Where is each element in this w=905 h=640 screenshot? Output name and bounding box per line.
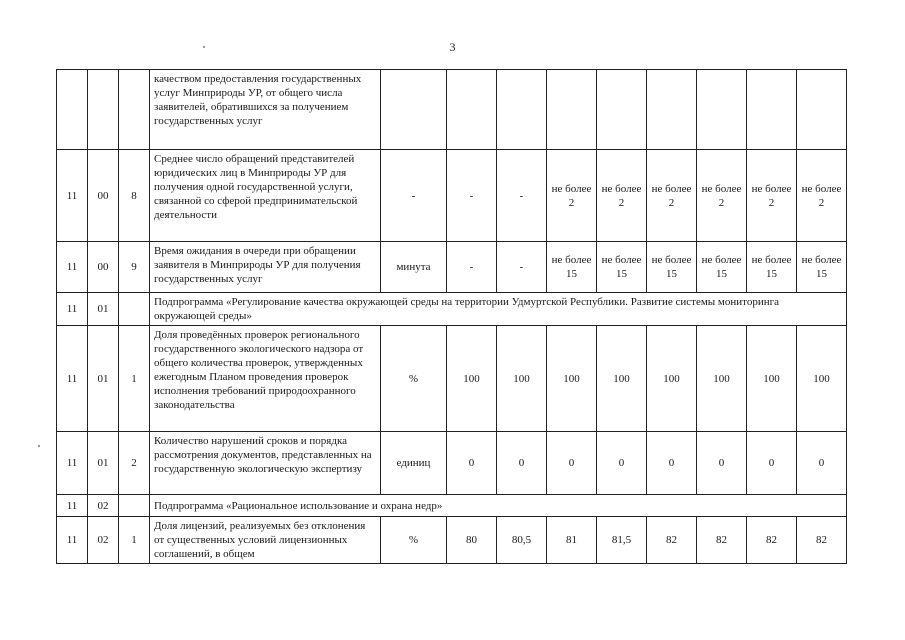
pp-code-cell (88, 70, 119, 150)
indicator-number-cell: 1 (119, 326, 150, 432)
year-value-cell: 100 (447, 326, 497, 432)
year-value-cell: 100 (647, 326, 697, 432)
indicator-description-cell: Среднее число обращений представителей юридических лиц в Минприроды УР для получения одной государственной услуги, связанной со сферой предпринимательской деятельности (150, 150, 381, 242)
year-value-cell: 0 (447, 432, 497, 495)
unit-cell: единиц (381, 432, 447, 495)
scan-speck (203, 46, 205, 48)
year-value-cell: - (447, 150, 497, 242)
year-value-cell: 81 (547, 517, 597, 564)
indicator-row (57, 242, 847, 293)
year-value-cell (747, 70, 797, 150)
indicator-description-cell: Доля проведённых проверок регионального государственного экологического надзора от общего количества проверок, утвержденных ежегодным Планом проведения проверок исполнения требований природоохранного законодательства (150, 326, 381, 432)
year-value-cell: 81,5 (597, 517, 647, 564)
year-value-cell: не более 2 (697, 150, 747, 242)
year-value-cell (797, 70, 847, 150)
year-value-cell: не более 2 (547, 150, 597, 242)
year-value-cell: не более 15 (647, 242, 697, 293)
year-value-cell: 82 (797, 517, 847, 564)
pp-code-cell: 00 (88, 150, 119, 242)
year-value-cell (547, 70, 597, 150)
gp-code-cell: 11 (57, 495, 88, 517)
page-number: 3 (449, 40, 456, 54)
gp-code-cell (57, 70, 88, 150)
year-value-cell: 82 (697, 517, 747, 564)
year-value-cell: не более 2 (797, 150, 847, 242)
unit-cell: минута (381, 242, 447, 293)
subprogram-row (57, 293, 847, 326)
year-value-cell: 100 (747, 326, 797, 432)
indicator-description-cell: Время ожидания в очереди при обращении заявителя в Минприроды УР для получения государственных услуг (150, 242, 381, 293)
indicator-description-cell: Доля лицензий, реализуемых без отклонения от существенных условий лицензионных соглашений, в общем (150, 517, 381, 564)
indicators-table (56, 69, 847, 564)
year-value-cell: не более 15 (747, 242, 797, 293)
year-value-cell: не более 2 (747, 150, 797, 242)
indicator-row (57, 70, 847, 150)
year-value-cell: 0 (697, 432, 747, 495)
unit-cell: - (381, 150, 447, 242)
year-value-cell: 0 (597, 432, 647, 495)
year-value-cell: - (447, 242, 497, 293)
pp-code-cell: 01 (88, 432, 119, 495)
subprogram-title-cell: Подпрограмма «Рациональное использование и охрана недр» (150, 495, 847, 517)
year-value-cell: 100 (547, 326, 597, 432)
year-value-cell: не более 2 (597, 150, 647, 242)
year-value-cell (597, 70, 647, 150)
year-value-cell: 80 (447, 517, 497, 564)
year-value-cell: не более 15 (597, 242, 647, 293)
year-value-cell: - (497, 242, 547, 293)
gp-code-cell: 11 (57, 517, 88, 564)
indicator-number-cell: 2 (119, 432, 150, 495)
indicator-number-cell (119, 70, 150, 150)
indicator-row (57, 517, 847, 564)
year-value-cell: 100 (597, 326, 647, 432)
year-value-cell: 100 (497, 326, 547, 432)
gp-code-cell: 11 (57, 150, 88, 242)
year-value-cell: 0 (547, 432, 597, 495)
pp-code-cell: 00 (88, 242, 119, 293)
scan-speck (38, 445, 40, 447)
year-value-cell: не более 15 (797, 242, 847, 293)
indicator-description-cell: качеством предоставления государственных услуг Минприроды УР, от общего числа заявителей, обратившихся за получением государственных услуг (150, 70, 381, 150)
unit-cell (381, 70, 447, 150)
year-value-cell (447, 70, 497, 150)
unit-cell: % (381, 517, 447, 564)
indicator-number-cell: 8 (119, 150, 150, 242)
indicator-description-cell: Количество нарушений сроков и порядка рассмотрения документов, представленных на государственную экологическую экспертизу (150, 432, 381, 495)
year-value-cell: не более 15 (547, 242, 597, 293)
year-value-cell (647, 70, 697, 150)
year-value-cell: не более 15 (697, 242, 747, 293)
year-value-cell (697, 70, 747, 150)
year-value-cell: 82 (647, 517, 697, 564)
indicator-number-cell: 9 (119, 242, 150, 293)
year-value-cell: 0 (797, 432, 847, 495)
gp-code-cell: 11 (57, 326, 88, 432)
year-value-cell: 0 (647, 432, 697, 495)
year-value-cell: 100 (797, 326, 847, 432)
year-value-cell: 82 (747, 517, 797, 564)
pp-code-cell: 01 (88, 326, 119, 432)
gp-code-cell: 11 (57, 242, 88, 293)
gp-code-cell: 11 (57, 293, 88, 326)
subprogram-title-cell: Подпрограмма «Регулирование качества окружающей среды на территории Удмуртской Республики. Развитие системы мониторинга окружающей среды» (150, 293, 847, 326)
indicator-number-cell: 1 (119, 517, 150, 564)
subprogram-row (57, 495, 847, 517)
indicator-row (57, 150, 847, 242)
pp-code-cell: 02 (88, 517, 119, 564)
year-value-cell: 0 (747, 432, 797, 495)
year-value-cell (497, 70, 547, 150)
indicator-row (57, 432, 847, 495)
year-value-cell: - (497, 150, 547, 242)
pp-code-cell: 01 (88, 293, 119, 326)
year-value-cell: 100 (697, 326, 747, 432)
gp-code-cell: 11 (57, 432, 88, 495)
year-value-cell: не более 2 (647, 150, 697, 242)
unit-cell: % (381, 326, 447, 432)
year-value-cell: 80,5 (497, 517, 547, 564)
year-value-cell: 0 (497, 432, 547, 495)
pp-code-cell: 02 (88, 495, 119, 517)
indicator-row (57, 326, 847, 432)
indicator-number-cell (119, 293, 150, 326)
indicator-number-cell (119, 495, 150, 517)
